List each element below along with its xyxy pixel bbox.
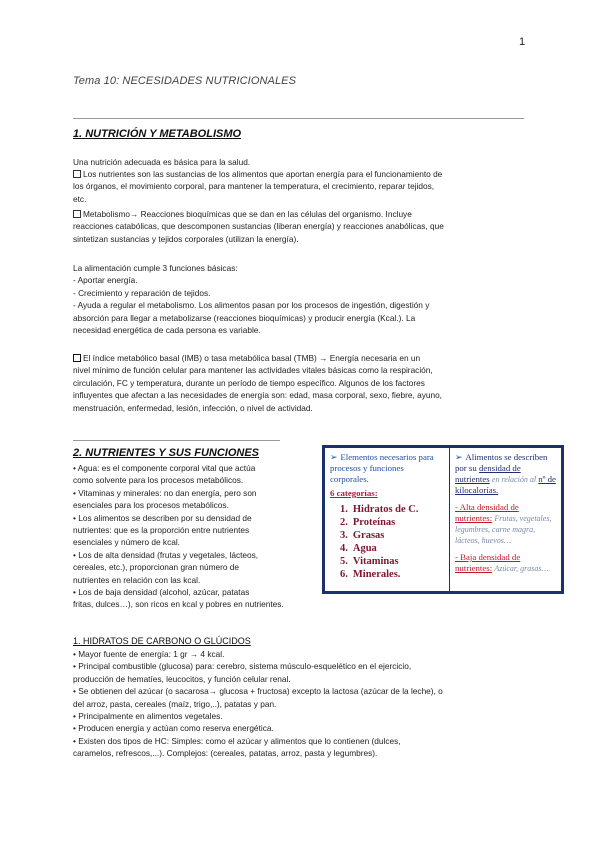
nutrients-summary-box	[322, 445, 564, 594]
section1-intro	[73, 156, 528, 168]
high-density-label: - Alta densidad de nutrientes:	[455, 502, 519, 523]
list-item: 6. Minerales.	[340, 569, 401, 580]
text-line: • Mayor fuente de energía: 1 gr → 4 kcal.	[73, 649, 225, 659]
text-line: menstruación, enfermedad, lesión, infección, o nivel de actividad.	[73, 402, 313, 413]
functions-paragraph	[73, 262, 528, 336]
list-item: 2. Proteínas	[340, 517, 396, 528]
high-density-examples: Frutas, vegetales, legumbres, carne magra, lácteos, huevos…	[455, 514, 552, 545]
text-line: • Agua: es el componente corporal vital que actúa	[73, 463, 256, 473]
text-line: los órganos, el movimiento corporal, para mantener la temperatura, el crecimiento, reparar tejidos,	[73, 181, 435, 192]
text-line: • Los de baja densidad (alcohol, azúcar, patatas	[73, 587, 250, 598]
text-line: circulación, FC y temperatura, durante un período de tiempo específico. Algunos de los factores	[73, 377, 425, 388]
text-line: - Aportar energía.	[73, 275, 138, 286]
text-line: absorción para llegar a metabolizarse (reacciones bioquímicas) y producir energía (Kcal.). La	[73, 312, 416, 323]
box-left-title: Elementos necesarios para procesos y funciones corporales.	[330, 452, 434, 484]
text-line: • Se obtienen del azúcar (o sacarosa→ glucosa + fructosa) excepto la lactosa (azúcar de la leche), o	[73, 686, 443, 697]
text-line: El índice metabólico basal (IMB) o tasa metabólica basal (TMB) → Energía necesaria en un	[83, 353, 421, 363]
low-density-examples: Azúcar, grasas…	[494, 564, 549, 573]
text-line: • Principal combustible (glucosa) para: cerebro, sistema músculo-esquelético en el ejercicio,	[73, 661, 412, 672]
box-right-column: ➢ Alimentos se describen por su densidad de nutrientes en relación al nº de kilocalorías. - Alta densidad de nutrientes: Frutas, vegetales, legumbres, carne magra, lácteos, huevos… - Baja densidad de nutrientes: Azúcar, grasas…	[455, 452, 556, 573]
page-number: 1	[519, 36, 526, 48]
categories-list	[340, 503, 444, 581]
top-divider	[73, 118, 524, 119]
section2-heading: 2. NUTRIENTES Y SUS FUNCIONES	[73, 447, 260, 459]
list-item: 4. Agua	[340, 543, 377, 554]
section1-heading: 1. NUTRICIÓN Y METABOLISMO	[73, 128, 242, 140]
text-line: influyentes que afectan a las necesidades de energía son: edad, masa corporal, sexo, fiebre, ayuno,	[73, 390, 442, 401]
text-line: • Vitaminas y minerales: no dan energía, pero son	[73, 487, 257, 498]
text-line: esenciales y número de kcal.	[73, 537, 180, 548]
text-line: nivel mínimo de función celular para mantener las actividades vitales básicas como la respiración,	[73, 365, 433, 376]
categories-label: 6 categorías:	[330, 488, 378, 498]
text-line: • Principalmente en alimentos vegetales.	[73, 711, 223, 722]
section3-paragraph	[73, 648, 528, 760]
text-line: etc.	[73, 193, 87, 204]
checkbox-icon	[73, 170, 81, 178]
metabolism-paragraph	[73, 208, 528, 245]
arrow-bullet-icon: ➢	[330, 452, 338, 462]
section2-paragraph	[73, 462, 313, 611]
text-line: esenciales para los procesos metabólicos.	[73, 500, 229, 511]
arrow-bullet-icon: ➢	[455, 452, 463, 462]
text-line: nutrientes: que es la proporción entre nutrientes	[73, 525, 250, 536]
list-item: 5. Vitaminas	[340, 556, 399, 567]
text-line: caramelos, refrescos,...). Complejos: (cereales, patatas, arroz, pasta y legumbres).	[73, 748, 378, 759]
low-density-label: - Baja densidad de nutrientes:	[455, 552, 521, 573]
text-line: Los nutrientes son las sustancias de los alimentos que aportan energía para el funcionamiento de	[83, 169, 443, 179]
functions-intro: La alimentación cumple 3 funciones básicas:	[73, 263, 238, 273]
text-line: • Existen dos tipos de HC: Simples: como el azúcar y alimentos que lo contienen (dulces,	[73, 735, 401, 746]
section2-divider	[73, 440, 280, 441]
text-line: Metabolismo→ Reacciones bioquímicas que se dan en las células del organismo. Incluye	[83, 209, 412, 219]
text-line: como solvente para los procesos metabólicos.	[73, 475, 244, 486]
text-line: - Crecimiento y reparación de tejidos.	[73, 287, 211, 298]
box-left-column	[325, 448, 450, 591]
text-line: sintetizan sustancias y tejidos corporales (utilizan la energía).	[73, 233, 299, 244]
text-line: del arroz, pasta, cereales (maíz, trigo,..), patatas y pan.	[73, 698, 277, 709]
text-line: nutrientes en relación con las kcal.	[73, 574, 201, 585]
text-line: • Los alimentos se describen por su densidad de	[73, 512, 252, 523]
section3-heading: 1. HIDRATOS DE CARBONO O GLÚCIDOS	[73, 636, 251, 646]
checkbox-icon	[73, 354, 81, 362]
list-item: 3. Grasas	[340, 530, 385, 541]
text-line: producción de hematíes, leucocitos, y función celular renal.	[73, 673, 291, 684]
text-line: fritas, dulces…), son ricos en kcal y pobres en nutrientes.	[73, 599, 284, 610]
topic-title: Tema 10: NECESIDADES NUTRICIONALES	[73, 75, 297, 87]
intro-line: Una nutrición adecuada es básica para la salud.	[73, 157, 251, 167]
checkbox-icon	[73, 210, 81, 218]
text-line: reacciones catabólicas, que descomponen sustancias (liberan energía) y reacciones anabólicas, que	[73, 221, 444, 232]
nutrients-paragraph	[73, 168, 528, 205]
text-line: • Producen energía y actúan como reserva energética.	[73, 723, 274, 734]
text-line: cereales, etc.), proporcionan gran número de	[73, 562, 240, 573]
text-line: • Los de alta densidad (frutas y vegetales, lácteos,	[73, 549, 259, 560]
imb-paragraph	[73, 352, 528, 414]
text-line: necesidad energética de cada persona es variable.	[73, 325, 261, 336]
list-item: 1. Hidratos de C.	[340, 504, 419, 515]
text-line: - Ayuda a regular el metabolismo. Los alimentos pasan por los procesos de ingestión, digestión y	[73, 300, 430, 311]
